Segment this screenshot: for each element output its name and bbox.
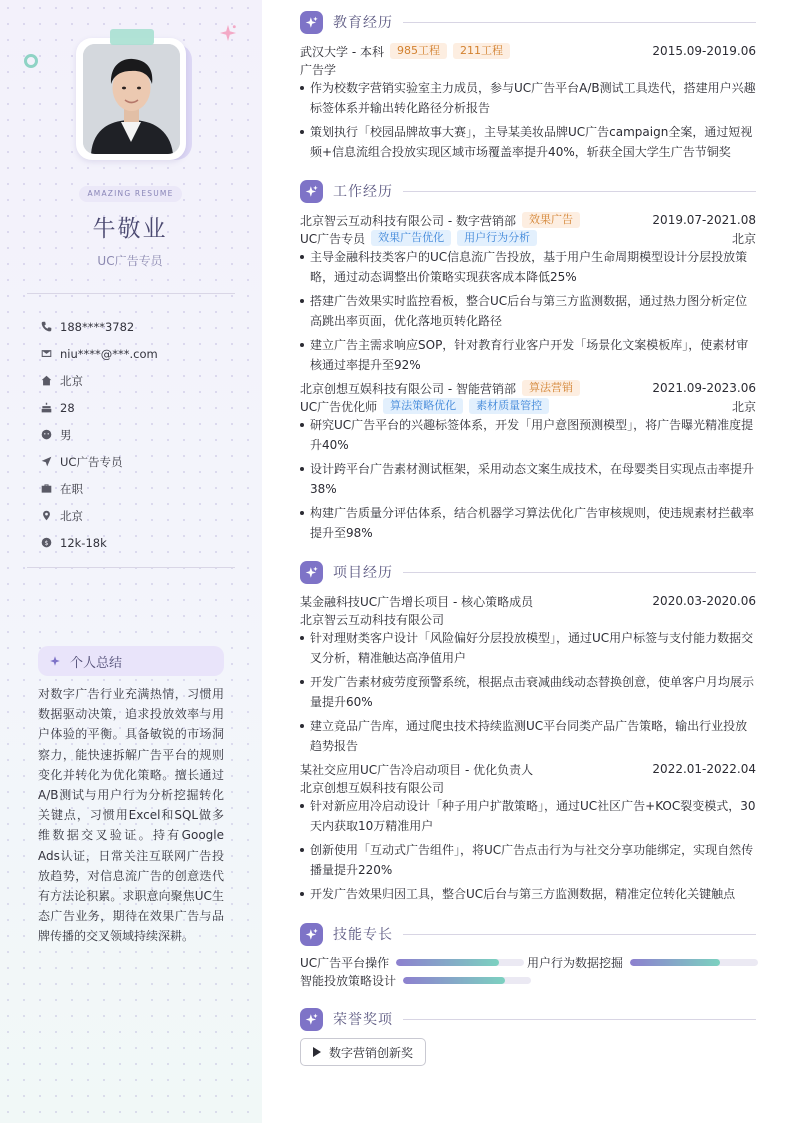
- project-name: 某社交应用UC广告冷启动项目 - 优化负责人: [300, 762, 534, 777]
- job-position-tag: 素材质量管控: [469, 398, 549, 414]
- summary-title: 个人总结: [70, 655, 123, 671]
- job-position: UC广告优化师: [300, 399, 378, 414]
- list-item: 构建广告质量分评估体系，结合机器学习算法优化广告审核规则，使违规素材拦截率提升至98%: [300, 503, 756, 543]
- project-bullets: [300, 796, 756, 908]
- sparkle-icon: [300, 561, 323, 584]
- section-education: [300, 10, 756, 34]
- resume-tag: AMAZING RESUME: [79, 186, 182, 202]
- info-location: [40, 502, 158, 529]
- honor-name: 数字营销创新奖: [329, 1045, 414, 1060]
- section-rule: [403, 22, 756, 23]
- list-item: 主导金融科技类客户的UC信息流广告投放，基于用户生命周期模型设计分层投放策略，通过动态调整出价策略实现获客成本降低25%: [300, 247, 756, 287]
- job-position-tag: 用户行为分析: [457, 230, 537, 246]
- candidate-role: UC广告专员: [97, 254, 163, 268]
- education-major: 广告学: [300, 62, 337, 77]
- job-company: 北京创想互娱科技有限公司 - 智能营销部: [300, 381, 516, 396]
- skill-name: 智能投放策略设计: [300, 973, 397, 988]
- project-bullets: [300, 628, 756, 760]
- list-item: 设计跨平台广告素材测试框架，采用动态文案生成技术，在母婴类目实现点击率提升38%: [300, 459, 756, 499]
- sparkle-icon: [300, 923, 323, 946]
- list-item: 搭建广告效果实时监控看板，整合UC后台与第三方监测数据，通过热力图分析定位高跳出率页面，优化落地页转化路径: [300, 291, 756, 331]
- photo-tape: [110, 29, 154, 45]
- list-item: 针对理财类客户设计「风险偏好分层投放模型」，通过UC用户标签与支付能力数据交叉分析，精准触达高净值用户: [300, 628, 756, 668]
- info-status: [40, 475, 158, 502]
- project-date: 2020.03-2020.06: [652, 594, 756, 608]
- skill-bar-fill: [403, 977, 505, 984]
- send-icon: [40, 456, 52, 468]
- job-position-row: [300, 229, 756, 247]
- skill-bar: [403, 977, 531, 984]
- list-item: 建立广告主需求响应SOP，针对教育行业客户开发「场景化文案模板库」，使素材审核通过率提升至92%: [300, 335, 756, 375]
- job-company-tag: 效果广告: [522, 212, 580, 228]
- info-phone: [40, 313, 158, 340]
- section-title-work: 工作经历: [333, 184, 393, 200]
- section-title-skills: 技能专长: [333, 927, 393, 943]
- contact-info-list: [40, 313, 158, 556]
- project-company: 北京创想互娱科技有限公司: [300, 780, 445, 795]
- skill-item: [300, 972, 531, 988]
- skill-bar: [630, 959, 758, 966]
- section-honors: [300, 1007, 756, 1031]
- home-icon: [40, 375, 52, 387]
- sparkle-icon: [300, 11, 323, 34]
- info-age-text: 28: [60, 400, 75, 415]
- sparkle-icon: [49, 655, 61, 667]
- skill-item: [527, 954, 758, 970]
- section-projects: [300, 560, 756, 584]
- sparkle-icon: [300, 180, 323, 203]
- info-age: [40, 394, 158, 421]
- job-position: UC广告专员: [300, 231, 366, 246]
- education-date: 2015.09-2019.06: [652, 44, 756, 58]
- job-company: 北京智云互动科技有限公司 - 数字营销部: [300, 213, 516, 228]
- project-date: 2022.01-2022.04: [652, 762, 756, 776]
- job-bullets: [300, 415, 756, 547]
- job-bullets: [300, 247, 756, 379]
- section-skills: [300, 922, 756, 946]
- education-tag: 211工程: [453, 43, 510, 59]
- info-salary-text: 12k-18k: [60, 535, 107, 550]
- project-company-row: [300, 610, 756, 628]
- education-header: [300, 42, 756, 60]
- sparkle-icon: [219, 24, 237, 42]
- skill-bar: [396, 959, 524, 966]
- info-intention-text: UC广告专员: [60, 454, 123, 469]
- info-email-text: niu****@***.com: [60, 346, 158, 361]
- sidebar-divider: [27, 293, 235, 294]
- honor-badge: [300, 1038, 426, 1066]
- job-city: 北京: [731, 399, 756, 414]
- info-home: [40, 367, 158, 394]
- job-position-tag: 效果广告优化: [371, 230, 451, 246]
- info-intention: [40, 448, 158, 475]
- section-title-education: 教育经历: [333, 15, 393, 31]
- skill-name: UC广告平台操作: [300, 955, 390, 970]
- info-salary: [40, 529, 158, 556]
- education-major-row: [300, 60, 756, 78]
- info-location-text: 北京: [60, 508, 83, 523]
- skill-name: 用户行为数据挖掘: [527, 955, 624, 970]
- skill-bar-fill: [396, 959, 498, 966]
- section-rule: [403, 934, 756, 935]
- section-rule: [403, 572, 756, 573]
- education-bullets: [300, 78, 756, 166]
- summary-heading: [38, 646, 224, 676]
- list-item: 针对新应用冷启动设计「种子用户扩散策略」，通过UC社区广告+KOC裂变模式，30天内获取10万精准用户: [300, 796, 756, 836]
- project-company-row: [300, 778, 756, 796]
- list-item: 策划执行「校园品牌故事大赛」，主导某美妆品牌UC广告campaign全案，通过短视频+信息流组合投放实现区域市场覆盖率提升40%，斩获全国大学生广告节铜奖: [300, 122, 756, 162]
- avatar: [83, 44, 180, 154]
- skill-bar-fill: [630, 959, 720, 966]
- cake-icon: [40, 402, 52, 414]
- job-header: [300, 211, 756, 229]
- job-company-tag: 算法营销: [522, 380, 580, 396]
- job-position-row: [300, 397, 756, 415]
- decorative-ring: [24, 54, 38, 68]
- phone-icon: [40, 321, 52, 333]
- list-item: 开发广告效果归因工具，整合UC后台与第三方监测数据，精准定位转化关键触点: [300, 884, 756, 904]
- section-work: [300, 179, 756, 203]
- svg-text:$: $: [44, 539, 48, 547]
- candidate-name: 牛敬业: [92, 216, 168, 242]
- info-gender: [40, 421, 158, 448]
- info-home-text: 北京: [60, 373, 83, 388]
- info-phone-text: 188****3782: [60, 319, 135, 334]
- list-item: 作为校数字营销实验室主力成员，参与UC广告平台A/B测试工具迭代，搭建用户兴趣标签体系并输出转化路径分析报告: [300, 78, 756, 118]
- sidebar: [0, 0, 262, 1123]
- list-item: 研究UC广告平台的兴趣标签体系，开发「用户意图预测模型」，将广告曝光精准度提升40%: [300, 415, 756, 455]
- section-rule: [403, 1019, 756, 1020]
- section-rule: [403, 191, 756, 192]
- job-date: 2019.07-2021.08: [652, 213, 756, 227]
- education-school: 武汉大学 - 本科: [300, 44, 384, 59]
- info-email: [40, 340, 158, 367]
- list-item: 建立竞品广告库，通过爬虫技术持续监测UC平台同类产品广告策略，输出行业投放趋势报告: [300, 716, 756, 756]
- section-title-projects: 项目经历: [333, 565, 393, 581]
- project-header: [300, 592, 756, 610]
- section-title-honors: 荣誉奖项: [333, 1012, 393, 1028]
- skill-item: [300, 954, 524, 970]
- location-icon: [40, 510, 52, 522]
- list-item: 创新使用「互动式广告组件」，将UC广告点击行为与社交分享功能绑定，实现自然传播量提升220%: [300, 840, 756, 880]
- job-position-tag: 算法策略优化: [383, 398, 463, 414]
- job-city: 北京: [731, 231, 756, 246]
- gender-icon: [40, 429, 52, 441]
- play-icon: [313, 1047, 321, 1057]
- salary-icon: [40, 537, 52, 549]
- info-gender-text: 男: [60, 427, 72, 442]
- job-header: [300, 379, 756, 397]
- project-name: 某金融科技UC广告增长项目 - 核心策略成员: [300, 594, 534, 609]
- list-item: 开发广告素材疲劳度预警系统，根据点击衰减曲线动态替换创意，使单客户月均展示量提升60%: [300, 672, 756, 712]
- summary-text: 对数字广告行业充满热情，习惯用数据驱动决策，追求投放效率与用户体验的平衡。具备敏锐的市场洞察力，能快速拆解广告平台的规则变化并转化为优化策略。擅长通过A/B测试与用户行为分析挖掘转化关键点，习惯用Excel和SQL做多维数据交叉验证。持有Google Ads认证，日常关注互联网广告投放趋势，对信息流广告的创意迭代有方法论积累。求职意向聚焦UC生态广告业务，期待在效果广告与品牌传播的交叉领域持续深耕。: [38, 687, 224, 944]
- briefcase-icon: [40, 483, 52, 495]
- sparkle-icon: [300, 1008, 323, 1031]
- education-tag: 985工程: [390, 43, 447, 59]
- mail-icon: [40, 348, 52, 360]
- project-company: 北京智云互动科技有限公司: [300, 612, 445, 627]
- job-date: 2021.09-2023.06: [652, 381, 756, 395]
- info-status-text: 在职: [60, 481, 83, 496]
- project-header: [300, 760, 756, 778]
- sidebar-divider: [27, 567, 235, 568]
